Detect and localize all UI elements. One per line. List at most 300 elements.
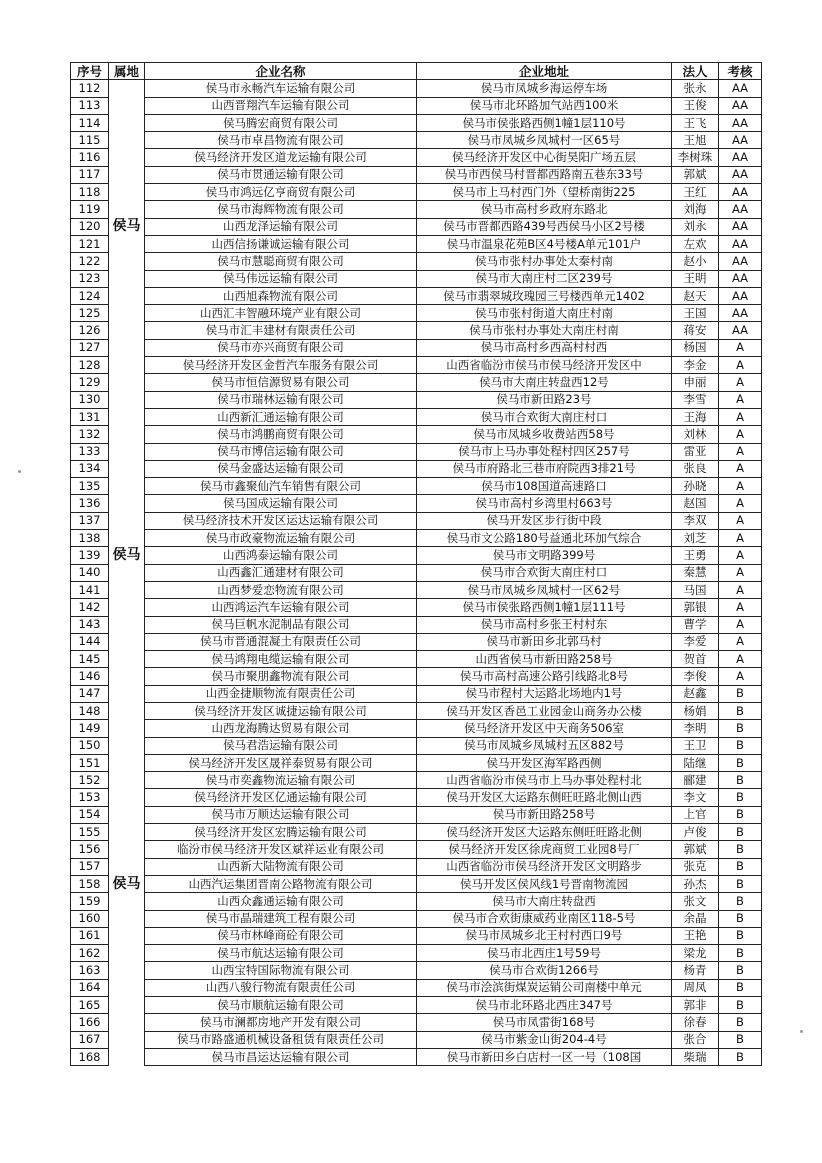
row-company-address: 山西省侯马市新田路258号 xyxy=(417,651,672,668)
table-row xyxy=(71,668,762,685)
table-row xyxy=(71,651,762,668)
row-company-name: 侯马市汇丰建材有限责任公司 xyxy=(145,322,417,339)
row-rating: A xyxy=(719,374,762,391)
row-company-name: 侯马经济开发区晟祥泰贸易有限公司 xyxy=(145,754,417,771)
row-region: 侯马 xyxy=(109,218,145,235)
row-region xyxy=(109,720,145,737)
row-region xyxy=(109,426,145,443)
row-rating: B xyxy=(719,720,762,737)
row-region xyxy=(109,408,145,425)
row-region xyxy=(109,616,145,633)
table-row xyxy=(71,235,762,252)
row-rating: B xyxy=(719,962,762,979)
table-row xyxy=(71,478,762,495)
row-legal-person: 赵天 xyxy=(672,287,719,304)
table-row xyxy=(71,80,762,97)
row-region xyxy=(109,910,145,927)
row-legal-person: 王国 xyxy=(672,305,719,322)
row-company-address: 侯马市北环路加气站西100米 xyxy=(417,97,672,114)
table-row xyxy=(71,927,762,944)
table-row xyxy=(71,581,762,598)
row-legal-person: 李文 xyxy=(672,789,719,806)
row-region xyxy=(109,443,145,460)
row-region xyxy=(109,80,145,97)
row-rating: A xyxy=(719,408,762,425)
row-rating: B xyxy=(719,1048,762,1065)
row-rating: A xyxy=(719,530,762,547)
row-company-name: 山西鸿运汽车运输有限公司 xyxy=(145,599,417,616)
row-rating: AA xyxy=(719,80,762,97)
row-rating: A xyxy=(719,581,762,598)
row-rating: A xyxy=(719,357,762,374)
row-company-address: 侯马经济开发区中心街昊阳广场五层 xyxy=(417,149,672,166)
table-row xyxy=(71,772,762,789)
table-row xyxy=(71,858,762,875)
row-region xyxy=(109,927,145,944)
row-legal-person: 李双 xyxy=(672,512,719,529)
row-region xyxy=(109,97,145,114)
row-legal-person: 王卫 xyxy=(672,737,719,754)
row-company-address: 侯马市文明路399号 xyxy=(417,547,672,564)
row-rating: A xyxy=(719,426,762,443)
row-region xyxy=(109,201,145,218)
table-row xyxy=(71,789,762,806)
row-legal-person: 郭非 xyxy=(672,997,719,1014)
row-company-address: 侯马市合欢街1266号 xyxy=(417,962,672,979)
row-company-name: 侯马市奕鑫物流运输有限公司 xyxy=(145,772,417,789)
row-company-address: 侯马市张村办事处太秦村南 xyxy=(417,253,672,270)
row-region xyxy=(109,530,145,547)
header-seq: 序号 xyxy=(71,63,109,80)
row-seq: 135 xyxy=(71,478,109,495)
row-seq: 130 xyxy=(71,391,109,408)
table-row xyxy=(71,599,762,616)
row-company-address: 侯马市高村乡张王村村东 xyxy=(417,616,672,633)
row-legal-person: 张合 xyxy=(672,1031,719,1048)
row-company-address: 侯马市凤城乡海运停车场 xyxy=(417,80,672,97)
row-rating: AA xyxy=(719,218,762,235)
row-company-address: 侯马开发区侯风线1号晋南物流园 xyxy=(417,875,672,892)
row-legal-person: 张克 xyxy=(672,858,719,875)
table-row xyxy=(71,253,762,270)
row-region xyxy=(109,322,145,339)
row-company-address: 侯马开发区步行街中段 xyxy=(417,512,672,529)
row-seq: 167 xyxy=(71,1031,109,1048)
row-region xyxy=(109,460,145,477)
row-seq: 150 xyxy=(71,737,109,754)
row-company-address: 侯马市新田路23号 xyxy=(417,391,672,408)
row-rating: B xyxy=(719,945,762,962)
row-company-name: 侯马市晋通混凝土有限责任公司 xyxy=(145,633,417,650)
row-legal-person: 王海 xyxy=(672,408,719,425)
row-legal-person: 雷亚 xyxy=(672,443,719,460)
scan-speck xyxy=(18,470,21,473)
row-seq: 112 xyxy=(71,80,109,97)
row-legal-person: 卢俊 xyxy=(672,824,719,841)
row-company-name: 山西鸿泰运输有限公司 xyxy=(145,547,417,564)
row-region xyxy=(109,495,145,512)
table-row xyxy=(71,357,762,374)
row-company-address: 侯马市侯张路西侧1幢1层110号 xyxy=(417,114,672,131)
row-region xyxy=(109,806,145,823)
row-seq: 128 xyxy=(71,357,109,374)
table-row xyxy=(71,893,762,910)
row-company-address: 侯马市北环路北西庄347号 xyxy=(417,997,672,1014)
table-row xyxy=(71,166,762,183)
table-row xyxy=(71,287,762,304)
row-seq: 148 xyxy=(71,702,109,719)
row-company-name: 山西众鑫通运输有限公司 xyxy=(145,893,417,910)
row-company-name: 侯马市顺航运输有限公司 xyxy=(145,997,417,1014)
row-company-address: 侯马市高村乡湾里村663号 xyxy=(417,495,672,512)
row-legal-person: 郦建 xyxy=(672,772,719,789)
row-company-address: 侯马市浍滨街煤炭运销公司南楼中单元 xyxy=(417,979,672,996)
row-region xyxy=(109,374,145,391)
row-rating: B xyxy=(719,858,762,875)
row-seq: 116 xyxy=(71,149,109,166)
row-company-name: 山西龙泽运输有限公司 xyxy=(145,218,417,235)
row-rating: AA xyxy=(719,253,762,270)
row-company-address: 侯马市凤城乡北王村村西口9号 xyxy=(417,927,672,944)
row-rating: A xyxy=(719,633,762,650)
row-company-name: 侯马经济开发区亿通运输有限公司 xyxy=(145,789,417,806)
row-legal-person: 梁龙 xyxy=(672,945,719,962)
row-region xyxy=(109,979,145,996)
table-row xyxy=(71,547,762,564)
row-region xyxy=(109,357,145,374)
row-seq: 121 xyxy=(71,235,109,252)
row-legal-person: 王飞 xyxy=(672,114,719,131)
row-company-name: 侯马市瑞林运输有限公司 xyxy=(145,391,417,408)
row-region xyxy=(109,184,145,201)
row-company-address: 侯马市高村乡西高村村西 xyxy=(417,339,672,356)
row-seq: 158 xyxy=(71,875,109,892)
row-rating: AA xyxy=(719,97,762,114)
table-row xyxy=(71,270,762,287)
table-row xyxy=(71,184,762,201)
row-company-name: 侯马腾宏商贸有限公司 xyxy=(145,114,417,131)
row-region xyxy=(109,893,145,910)
row-region xyxy=(109,235,145,252)
row-company-name: 侯马市博信运输有限公司 xyxy=(145,443,417,460)
row-legal-person: 杨青 xyxy=(672,962,719,979)
row-region xyxy=(109,599,145,616)
row-seq: 157 xyxy=(71,858,109,875)
row-company-name: 山西八骏行物流有限责任公司 xyxy=(145,979,417,996)
row-company-address: 侯马市上马村西门外（望桥南街225 xyxy=(417,184,672,201)
row-region: 侯马 xyxy=(109,547,145,564)
row-rating: B xyxy=(719,841,762,858)
table-row xyxy=(71,910,762,927)
row-company-address: 侯马经济开发区徐虎商贸工业园8号厂 xyxy=(417,841,672,858)
row-rating: AA xyxy=(719,287,762,304)
row-region xyxy=(109,945,145,962)
row-rating: B xyxy=(719,910,762,927)
row-seq: 146 xyxy=(71,668,109,685)
row-rating: B xyxy=(719,893,762,910)
row-company-address: 侯马市凤雷街168号 xyxy=(417,1014,672,1031)
enterprise-rating-table xyxy=(70,62,762,1066)
row-region xyxy=(109,1031,145,1048)
row-seq: 161 xyxy=(71,927,109,944)
row-company-address: 侯马市大南庄村二区239号 xyxy=(417,270,672,287)
row-legal-person: 王勇 xyxy=(672,547,719,564)
row-legal-person: 徐春 xyxy=(672,1014,719,1031)
row-company-address: 侯马市温泉花苑B区4号楼A单元101户 xyxy=(417,235,672,252)
row-company-name: 山西宝特国际物流有限公司 xyxy=(145,962,417,979)
row-company-address: 山西省临汾市侯马经济开发区文明路步 xyxy=(417,858,672,875)
row-company-address: 山西省临汾市侯马市侯马经济开发区中 xyxy=(417,357,672,374)
row-seq: 117 xyxy=(71,166,109,183)
row-region xyxy=(109,114,145,131)
row-region xyxy=(109,305,145,322)
row-seq: 134 xyxy=(71,460,109,477)
row-legal-person: 李明 xyxy=(672,720,719,737)
row-company-name: 山西金捷顺物流有限责任公司 xyxy=(145,685,417,702)
table-row xyxy=(71,114,762,131)
row-company-address: 侯马市西侯马村晋都西路南五巷东33号 xyxy=(417,166,672,183)
row-company-name: 侯马市鑫聚仙汽车销售有限公司 xyxy=(145,478,417,495)
row-legal-person: 王明 xyxy=(672,270,719,287)
row-region xyxy=(109,391,145,408)
row-region xyxy=(109,253,145,270)
row-company-address: 侯马市凤城乡收费站西58号 xyxy=(417,426,672,443)
row-company-name: 侯马市昌运达运输有限公司 xyxy=(145,1048,417,1065)
row-legal-person: 王旭 xyxy=(672,132,719,149)
row-legal-person: 王红 xyxy=(672,184,719,201)
table-row xyxy=(71,322,762,339)
row-legal-person: 李雪 xyxy=(672,391,719,408)
row-company-address: 侯马市大南庄转盘西 xyxy=(417,893,672,910)
table-row xyxy=(71,564,762,581)
row-rating: AA xyxy=(719,305,762,322)
table-row xyxy=(71,737,762,754)
row-company-name: 山西梦爱恋物流有限公司 xyxy=(145,581,417,598)
row-legal-person: 刘永 xyxy=(672,218,719,235)
row-company-address: 侯马市翡翠城玫瑰园三号楼西单元1402 xyxy=(417,287,672,304)
row-seq: 132 xyxy=(71,426,109,443)
row-company-address: 侯马市张村办事处大南庄村南 xyxy=(417,322,672,339)
row-company-address: 侯马经济开发区大运路东侧旺旺路北侧 xyxy=(417,824,672,841)
row-company-name: 山西龙海腾达贸易有限公司 xyxy=(145,720,417,737)
row-legal-person: 郭银 xyxy=(672,599,719,616)
row-legal-person: 张良 xyxy=(672,460,719,477)
row-company-name: 侯马市鸿远亿亨商贸有限公司 xyxy=(145,184,417,201)
row-seq: 147 xyxy=(71,685,109,702)
row-seq: 152 xyxy=(71,772,109,789)
row-seq: 127 xyxy=(71,339,109,356)
row-seq: 125 xyxy=(71,305,109,322)
row-company-name: 侯马经济开发区诚捷运输有限公司 xyxy=(145,702,417,719)
row-company-address: 侯马市凤城乡凤城村五区882号 xyxy=(417,737,672,754)
row-rating: B xyxy=(719,702,762,719)
row-legal-person: 张文 xyxy=(672,893,719,910)
table-row xyxy=(71,633,762,650)
row-legal-person: 赵国 xyxy=(672,495,719,512)
table-row xyxy=(71,997,762,1014)
row-company-address: 山西省临汾市侯马市上马办事处程村北 xyxy=(417,772,672,789)
row-company-name: 侯马经济开发区金哲汽车服务有限公司 xyxy=(145,357,417,374)
row-rating: B xyxy=(719,789,762,806)
row-legal-person: 蒋安 xyxy=(672,322,719,339)
row-company-name: 山西新大陆物流有限公司 xyxy=(145,858,417,875)
row-company-address: 侯马市新田乡北郭马村 xyxy=(417,633,672,650)
row-region xyxy=(109,339,145,356)
row-region xyxy=(109,841,145,858)
table-row xyxy=(71,1031,762,1048)
row-company-name: 侯马市贯通运输有限公司 xyxy=(145,166,417,183)
row-region xyxy=(109,270,145,287)
row-legal-person: 李俊 xyxy=(672,668,719,685)
scan-speck xyxy=(800,1030,803,1033)
row-rating: AA xyxy=(719,114,762,131)
row-legal-person: 李爱 xyxy=(672,633,719,650)
row-seq: 144 xyxy=(71,633,109,650)
row-company-address: 侯马市程村大运路北场地内1号 xyxy=(417,685,672,702)
row-rating: B xyxy=(719,754,762,771)
row-rating: AA xyxy=(719,166,762,183)
row-seq: 118 xyxy=(71,184,109,201)
row-company-address: 侯马市合欢街大南庄村口 xyxy=(417,564,672,581)
header-region: 属地 xyxy=(109,63,145,80)
row-seq: 155 xyxy=(71,824,109,841)
row-seq: 136 xyxy=(71,495,109,512)
row-region xyxy=(109,478,145,495)
table-row xyxy=(71,754,762,771)
row-region xyxy=(109,737,145,754)
table-row xyxy=(71,339,762,356)
row-company-name: 侯马金盛达运输有限公司 xyxy=(145,460,417,477)
row-company-name: 侯马市万顺达运输有限公司 xyxy=(145,806,417,823)
table-row xyxy=(71,824,762,841)
row-rating: B xyxy=(719,806,762,823)
row-company-name: 侯马经济开发区道龙运输有限公司 xyxy=(145,149,417,166)
row-company-name: 山西汽运集团晋南公路物流有限公司 xyxy=(145,875,417,892)
row-legal-person: 柴瑞 xyxy=(672,1048,719,1065)
row-rating: AA xyxy=(719,132,762,149)
row-region xyxy=(109,651,145,668)
row-legal-person: 刘海 xyxy=(672,201,719,218)
row-seq: 120 xyxy=(71,218,109,235)
row-region xyxy=(109,668,145,685)
row-company-name: 侯马巨帆水泥制品有限公司 xyxy=(145,616,417,633)
row-seq: 113 xyxy=(71,97,109,114)
row-seq: 114 xyxy=(71,114,109,131)
row-rating: A xyxy=(719,460,762,477)
row-company-name: 侯马君浩运输有限公司 xyxy=(145,737,417,754)
row-legal-person: 申丽 xyxy=(672,374,719,391)
row-rating: A xyxy=(719,443,762,460)
row-rating: B xyxy=(719,685,762,702)
row-seq: 143 xyxy=(71,616,109,633)
row-company-address: 侯马市府路北三巷市府院西3排21号 xyxy=(417,460,672,477)
row-rating: A xyxy=(719,547,762,564)
row-seq: 115 xyxy=(71,132,109,149)
row-legal-person: 王艳 xyxy=(672,927,719,944)
table-row xyxy=(71,720,762,737)
row-company-name: 侯马鸿翔电缆运输有限公司 xyxy=(145,651,417,668)
row-company-address: 侯马市高村高速公路引线路北8号 xyxy=(417,668,672,685)
row-company-name: 侯马市路盛通机械设备租赁有限责任公司 xyxy=(145,1031,417,1048)
row-company-name: 侯马伟远运输有限公司 xyxy=(145,270,417,287)
row-seq: 131 xyxy=(71,408,109,425)
row-rating: B xyxy=(719,997,762,1014)
row-seq: 153 xyxy=(71,789,109,806)
table-body xyxy=(71,80,762,1066)
row-seq: 165 xyxy=(71,997,109,1014)
row-region xyxy=(109,1014,145,1031)
row-region xyxy=(109,633,145,650)
table-row xyxy=(71,512,762,529)
table-row xyxy=(71,979,762,996)
row-seq: 137 xyxy=(71,512,109,529)
row-seq: 160 xyxy=(71,910,109,927)
table-row xyxy=(71,443,762,460)
table-row xyxy=(71,530,762,547)
row-legal-person: 赵小 xyxy=(672,253,719,270)
row-seq: 164 xyxy=(71,979,109,996)
row-company-name: 侯马市澜都房地产开发有限公司 xyxy=(145,1014,417,1031)
row-company-address: 侯马市新田乡白店村一区一号（108国 xyxy=(417,1048,672,1065)
row-legal-person: 李金 xyxy=(672,357,719,374)
row-rating: AA xyxy=(719,322,762,339)
row-company-address: 侯马开发区海军路西侧 xyxy=(417,754,672,771)
row-legal-person: 余晶 xyxy=(672,910,719,927)
table-row xyxy=(71,391,762,408)
header-company-name: 企业名称 xyxy=(145,63,417,80)
row-region xyxy=(109,685,145,702)
row-company-address: 侯马市凤城乡凤城村一区65号 xyxy=(417,132,672,149)
row-company-address: 侯马经济开发区中天商务506室 xyxy=(417,720,672,737)
header-row xyxy=(71,63,762,80)
row-legal-person: 曹学 xyxy=(672,616,719,633)
row-company-name: 山西晋翔汽车运输有限公司 xyxy=(145,97,417,114)
row-company-address: 侯马市凤城乡凤城村一区62号 xyxy=(417,581,672,598)
row-seq: 151 xyxy=(71,754,109,771)
table-row xyxy=(71,426,762,443)
row-legal-person: 王俊 xyxy=(672,97,719,114)
row-region xyxy=(109,772,145,789)
row-company-name: 山西新汇通运输有限公司 xyxy=(145,408,417,425)
row-seq: 129 xyxy=(71,374,109,391)
row-legal-person: 刘芝 xyxy=(672,530,719,547)
row-company-name: 侯马市航达运输有限公司 xyxy=(145,945,417,962)
row-legal-person: 孙晓 xyxy=(672,478,719,495)
row-company-name: 山西旭森物流有限公司 xyxy=(145,287,417,304)
row-region xyxy=(109,962,145,979)
row-region xyxy=(109,702,145,719)
table-row xyxy=(71,408,762,425)
row-legal-person: 左欢 xyxy=(672,235,719,252)
row-region xyxy=(109,754,145,771)
row-seq: 145 xyxy=(71,651,109,668)
header-rating: 考核 xyxy=(719,63,762,80)
header-company-address: 企业地址 xyxy=(417,63,672,80)
table-row xyxy=(71,97,762,114)
row-rating: A xyxy=(719,495,762,512)
row-rating: A xyxy=(719,339,762,356)
row-rating: A xyxy=(719,512,762,529)
row-company-address: 侯马市新田路258号 xyxy=(417,806,672,823)
row-rating: B xyxy=(719,772,762,789)
table-row xyxy=(71,685,762,702)
row-rating: AA xyxy=(719,149,762,166)
table-row xyxy=(71,945,762,962)
table-row xyxy=(71,702,762,719)
table-row xyxy=(71,132,762,149)
row-company-name: 山西鑫汇通建材有限公司 xyxy=(145,564,417,581)
row-company-name: 侯马市恒信源贸易有限公司 xyxy=(145,374,417,391)
